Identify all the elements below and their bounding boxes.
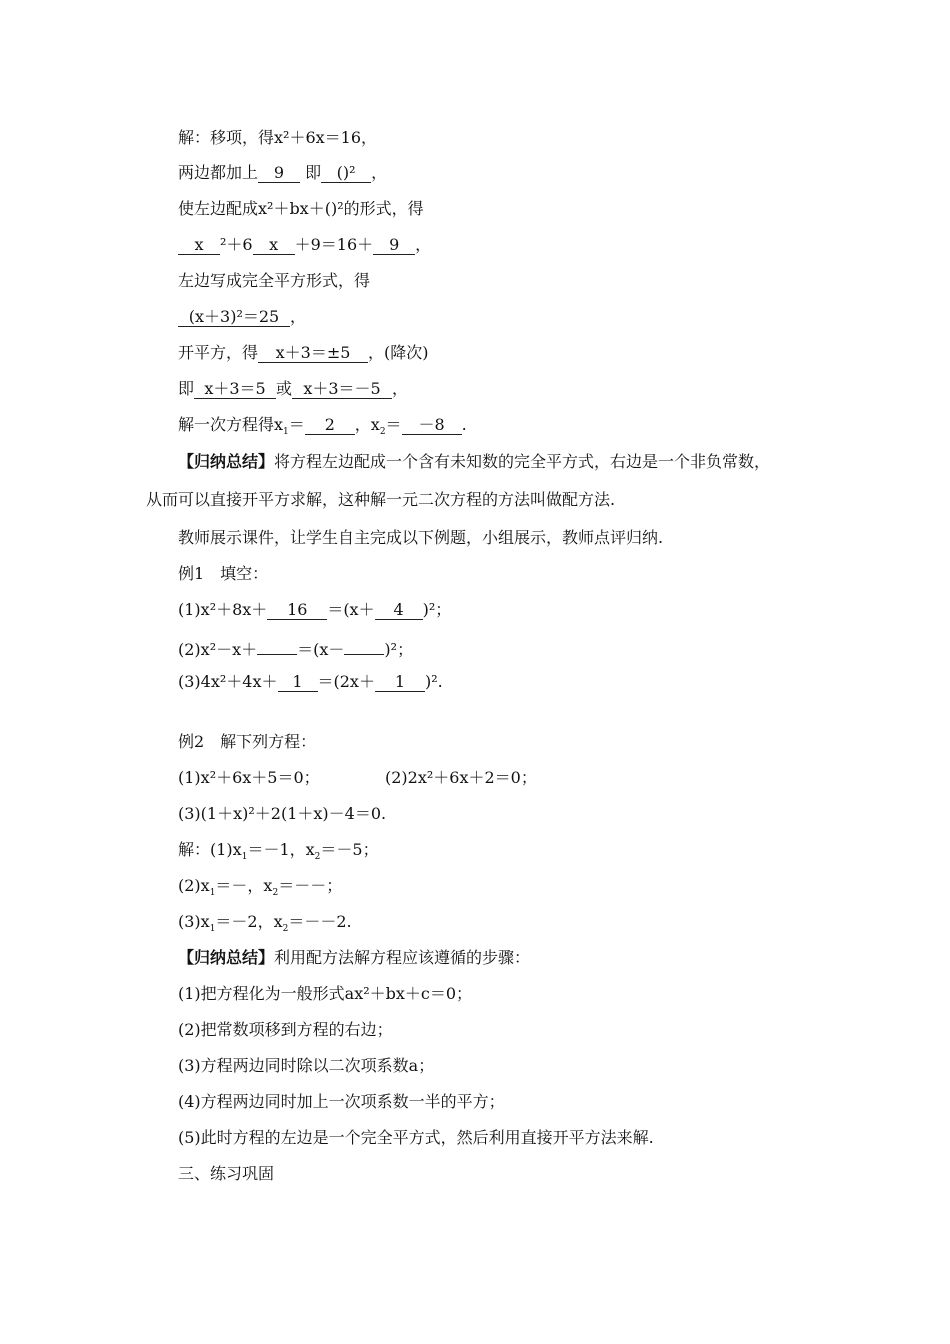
text: (2)x²－x＋ [178, 640, 258, 659]
example-1-q3 [178, 672, 443, 692]
text: 或 [276, 379, 293, 398]
text: ²＋6 [220, 235, 253, 254]
subscript: 2 [314, 852, 321, 862]
text: . [461, 415, 467, 434]
subscript: 2 [272, 888, 279, 898]
summary-1-line-2: 从而可以直接开平方求解，这种解一元二次方程的方法叫做配方法. [146, 490, 616, 509]
blank-answer: 4 [375, 601, 423, 620]
section-heading: 三、练习巩固 [178, 1164, 275, 1183]
text: ＝(x－ [297, 640, 345, 659]
example-2-q2: (2)2x²＋6x＋2＝0； [385, 768, 537, 787]
subscript: 1 [209, 924, 216, 934]
blank-answer: x＋3＝－5 [292, 380, 392, 399]
solution-line-1: 解：移项，得x²＋6x＝16， [178, 128, 378, 147]
solution-line-6 [178, 307, 306, 327]
text: ， [290, 307, 307, 326]
solution-line-7 [178, 343, 429, 363]
text: ，x [354, 415, 380, 434]
text: ＝ [385, 415, 402, 434]
text: (3)4x²＋4x＋ [178, 672, 278, 691]
blank-answer: (x＋3)²＝25 [178, 308, 290, 327]
text: ， [392, 379, 409, 398]
text: ＝－－2. [288, 912, 352, 931]
blank-answer: 1 [375, 673, 425, 692]
blank-answer: x＋3＝±5 [258, 344, 368, 363]
example-1-q1 [178, 600, 451, 620]
blank-answer: 9 [373, 236, 415, 255]
text: 解一次方程得x [178, 415, 284, 434]
text: ＝－1，x [247, 840, 315, 859]
summary-text: 利用配方法解方程应该遵循的步骤： [274, 948, 531, 967]
text: )²； [422, 600, 452, 619]
example-2-answer-2 [178, 876, 342, 899]
text: ＝－2，x [215, 912, 283, 931]
text: 两边都加上 [178, 163, 259, 182]
example-2-title: 例2 解下列方程： [178, 732, 317, 751]
blank-answer [344, 636, 384, 655]
example-1-title: 例1 填空： [178, 564, 269, 583]
solution-line-4 [178, 235, 431, 255]
text: (3)x [178, 912, 210, 931]
text: (2)x [178, 876, 210, 895]
text: ＝－，x [215, 876, 273, 895]
text: ＝(x＋ [327, 600, 375, 619]
blank-answer: 9 [258, 164, 300, 183]
blank-answer: 1 [278, 673, 318, 692]
text: ＝－5； [320, 840, 379, 859]
blank-answer: －8 [402, 416, 462, 435]
subscript: 2 [379, 427, 386, 437]
text: ＝－－； [278, 876, 343, 895]
blank-answer: x＋3＝5 [194, 380, 276, 399]
summary-2-step: (4)方程两边同时加上一次项系数一半的平方； [178, 1092, 505, 1111]
blank-answer: ()² [321, 164, 371, 183]
text: ＝ [288, 415, 305, 434]
text: )². [424, 672, 443, 691]
blank-answer: 2 [305, 416, 355, 435]
blank-answer: x [253, 236, 295, 255]
summary-1-line-1 [178, 452, 770, 472]
blank-answer [257, 636, 297, 655]
text: ，(降次) [368, 343, 429, 362]
blank-answer: 16 [267, 601, 327, 620]
summary-2-step: (2)把常数项移到方程的右边； [178, 1020, 393, 1039]
summary-2-heading [178, 948, 530, 968]
example-1-q2 [178, 636, 413, 660]
blank-answer: x [178, 236, 220, 255]
example-2-answer-3 [178, 912, 352, 935]
text: 即 [305, 163, 322, 182]
text: ， [371, 163, 388, 182]
text: ＋9＝16＋ [294, 235, 374, 254]
subscript: 1 [283, 427, 289, 437]
summary-2-step: (3)方程两边同时除以二次项系数a； [178, 1056, 435, 1075]
text: )²； [384, 640, 414, 659]
teacher-instruction: 教师展示课件，让学生自主完成以下例题，小组展示，教师点评归纳. [178, 528, 664, 547]
example-2-q3: (3)(1＋x)²＋2(1＋x)－4＝0. [178, 804, 387, 823]
subscript: 2 [282, 924, 289, 934]
text: 开平方，得 [178, 343, 259, 362]
solution-line-5: 左边写成完全平方形式，得 [178, 271, 371, 290]
text: ＝(2x＋ [317, 672, 375, 691]
summary-tag: 【归纳总结】 [178, 948, 275, 967]
solution-line-3: 使左边配成x²＋bx＋()²的形式，得 [178, 199, 424, 218]
text: 即 [178, 379, 195, 398]
example-2-q1: (1)x²＋6x＋5＝0； [178, 768, 320, 787]
subscript: 1 [241, 852, 248, 862]
solution-line-9 [178, 415, 467, 438]
summary-2-step: (1)把方程化为一般形式ax²＋bx＋c＝0； [178, 984, 473, 1003]
text: ， [415, 235, 432, 254]
text: (1)x²＋8x＋ [178, 600, 268, 619]
text: 解：(1)x [178, 840, 242, 859]
summary-tag: 【归纳总结】 [178, 452, 275, 471]
summary-text: 将方程左边配成一个含有未知数的完全平方式，右边是一个非负常数， [274, 452, 771, 471]
solution-line-8 [178, 379, 408, 399]
example-2-answer-1 [178, 840, 379, 863]
subscript: 1 [209, 888, 216, 898]
summary-2-step: (5)此时方程的左边是一个完全平方式，然后利用直接开平方法来解. [178, 1128, 654, 1147]
solution-line-2 [178, 163, 387, 183]
